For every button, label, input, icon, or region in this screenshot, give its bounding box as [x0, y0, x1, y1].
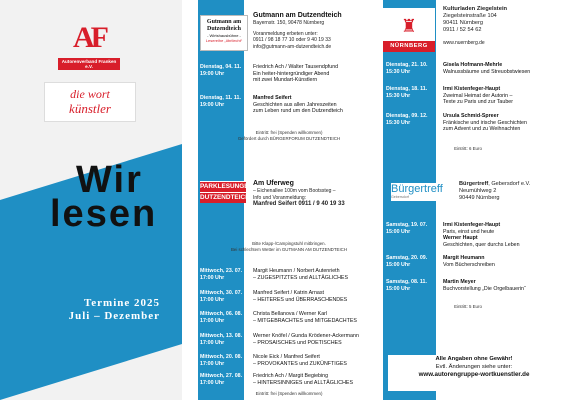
wortkuenstler-logo-top: die wort — [70, 87, 110, 101]
cover-title-line1: Wir — [76, 159, 143, 201]
event-entry — [383, 62, 565, 84]
event-entry — [383, 86, 565, 108]
venue-title: Am Uferweg — [253, 180, 294, 187]
event-date: Mittwoch, 30. 07. 17:00 Uhr — [200, 290, 243, 303]
event-entry — [186, 268, 378, 290]
event-text: Werner Knöfel / Gunda Krödener-Ackermann – PROSAISCHES und POETISCHES — [253, 333, 359, 346]
buerger-header — [459, 181, 563, 202]
event-text: Irmi Kistenfeger-Haupt Zweimal Heimat der Autorin – Texte zu Paris und zur Tauber — [443, 86, 513, 106]
park-note: Bitte Klapp-/Campingstuhl mitbringen. Bei schlechtem Wetter im GUTMANN AM DUTZENDTEICH — [230, 241, 348, 252]
venue-info: Info und Voranmeldung: — [253, 194, 307, 201]
buerger-note: Eintritt: 5 Euro — [454, 304, 482, 309]
disclaimer-line1: Alle Angaben ohne Gewähr! — [435, 356, 513, 362]
event-entry — [383, 113, 565, 135]
event-entry — [186, 311, 378, 333]
event-date: Dienstag, 18. 11. 15:30 Uhr — [386, 86, 428, 99]
autorenverband-logo — [58, 20, 120, 70]
autorenverband-logo-mark: AF — [73, 21, 105, 54]
event-text: Martin Meyer Buchvorstellung „Die Orgelbauerin“ — [443, 279, 526, 292]
event-text: Manfred Seifert Geschichten aus allen Jahreszeiten zum Leben rund um den Dutzendteich — [253, 95, 343, 115]
venue-address: Bayernstr. 150, 90478 Nürnberg — [253, 20, 325, 26]
venue-web: www.nuernberg.de — [443, 40, 485, 46]
gutmann-logo — [200, 15, 248, 51]
venue-street: Ziegelsteinstraße 104 — [443, 13, 497, 19]
venue-city: 90449 Nürnberg — [459, 195, 500, 201]
event-text: Ursula Schmid-Spreer Fränkische und irische Geschichten zum Advent und zu Weihnachten — [443, 113, 527, 133]
gutmann-logo-sub1: - Wirtshausbühne - — [207, 33, 241, 38]
nuernberg-logo-text: NÜRNBERG — [383, 41, 435, 52]
event-entry — [186, 64, 378, 86]
disclaimer-box — [388, 355, 560, 391]
venue-phone: 0911 / 52 54 62 — [443, 27, 482, 33]
right-column — [383, 0, 565, 400]
event-date: Dienstag, 11. 11. 19:00 Uhr — [200, 95, 241, 108]
event-text: Irmi Kistenfeger-Haupt Paris, einst und heute Werner Haupt Geschichten, quer durchs Leben — [443, 222, 520, 248]
venue-title: Bürgertreff, Gebersdorf e.V. — [459, 181, 531, 187]
event-date: Dienstag, 04. 11. 19:00 Uhr — [200, 64, 242, 77]
castle-icon: ♜ — [400, 16, 418, 36]
ziegel-header — [443, 6, 561, 47]
venue-email: info@gutmann-am-dutzendteich.de — [253, 43, 332, 50]
wortkuenstler-logo-bottom: künstler — [69, 101, 111, 116]
buergertreff-logo — [391, 183, 455, 201]
venue-city: 90411 Nürnberg — [443, 20, 484, 26]
gutmann-logo-title: Gutmann am Dutzendteich — [206, 19, 242, 32]
event-text: Margit Heumann / Norbert Autenrieth – ZUGESPITZTES und ALLTÄGLICHES — [253, 268, 348, 281]
cover-panel — [0, 0, 182, 400]
venue-phone: 0911 / 98 18 77 10 oder 9 40 19 33 — [253, 37, 331, 43]
event-text: Nicole Eick / Manfred Seifert – PROVOKANTES und ZUKÜNFTIGES — [253, 354, 347, 367]
disclaimer-line2: Evtl. Änderungen siehe unter: — [435, 364, 513, 370]
buergertreff-logo-sub: Gebersdorf — [391, 195, 409, 199]
event-date: Dienstag, 09. 12. 15:30 Uhr — [386, 113, 428, 126]
event-entry — [186, 290, 378, 312]
event-entry — [383, 222, 565, 248]
event-text: Margit Heumann Vom Bücherschreiben — [443, 255, 495, 268]
event-entry — [186, 333, 378, 355]
venue-street: Neumühlweg 2 — [459, 188, 497, 194]
event-date: Samstag, 08. 11. 15:00 Uhr — [386, 279, 427, 292]
venue-title: Gutmann am Dutzendteich — [253, 12, 342, 19]
cover-title-line2: lesen — [50, 193, 158, 235]
event-date: Mittwoch, 20. 08. 17:00 Uhr — [200, 354, 243, 367]
parklesungen-logo: PARKLESUNGEN DUTZENDTEICH — [200, 183, 254, 201]
cover-termine: Termine 2025 — [83, 297, 160, 309]
cover-period: Juli – Dezember — [68, 310, 160, 322]
wortkuenstler-logo — [44, 82, 136, 122]
event-entry — [383, 255, 565, 277]
autorenverband-logo-name: Autorenverband Franken e.V. — [58, 58, 120, 70]
event-date: Samstag, 19. 07. 15:00 Uhr — [386, 222, 428, 235]
event-entry — [383, 279, 565, 301]
ziegel-note: Eintritt: 6 Euro — [454, 146, 482, 151]
event-text: Manfred Seifert / Katrin Arnast – HEITERES und ÜBERRASCHENDES — [253, 290, 348, 303]
website-link[interactable]: www.autorengruppe-wortkuenstler.de — [418, 371, 530, 378]
event-date: Mittwoch, 27. 08. 17:00 Uhr — [200, 373, 243, 386]
event-date: Dienstag, 21. 10. 15:30 Uhr — [386, 62, 428, 75]
gutmann-logo-sub2: Lesereihe „übrilecht“ — [205, 38, 243, 43]
event-date: Samstag, 20. 09. 15:00 Uhr — [386, 255, 428, 268]
middle-column — [186, 0, 378, 400]
gutmann-note: Eintritt: frei (Spenden willkommen) Gefördert durch BÜRGERFORUM DUTZENDTEICH — [237, 130, 341, 141]
park-note-entry: Eintritt: frei (Spenden willkommen) — [255, 391, 323, 396]
event-text: Gisela Hofmann-Mehrle Walnussbäume und Streuobstwiesen — [443, 62, 531, 75]
event-date: Mittwoch, 23. 07. 17:00 Uhr — [200, 268, 243, 281]
gutmann-header — [253, 11, 377, 50]
venue-sub: – Eichenallee 100m vom Bootssteg – — [253, 188, 336, 194]
venue-reservation: Voranmeldung erbeten unter: — [253, 30, 318, 37]
event-text: Friedrich Ach / Margit Begiebing – HINTERSINNIGES und ALLTÄGLICHES — [253, 373, 353, 386]
event-date: Mittwoch, 06. 08. 17:00 Uhr — [200, 311, 243, 324]
event-text: Friedrich Ach / Walter Tausendpfund Ein heiter-hintergründiger Abend mit zwei Mundart-Künstlern — [253, 64, 339, 84]
venue-contact: Manfred Seifert 0911 / 9 40 19 33 — [253, 201, 345, 207]
park-header — [253, 179, 377, 208]
nuernberg-logo — [383, 8, 435, 52]
buergertreff-logo-name: Bürgertreff — [391, 183, 443, 195]
venue-title: Kulturladen Ziegelstein — [443, 6, 508, 12]
event-entry — [186, 95, 378, 117]
event-date: Mittwoch, 13. 08. 17:00 Uhr — [200, 333, 243, 346]
event-text: Christa Bellanova / Werner Karl – MITGEBRACHTES und MITGEDACHTES — [253, 311, 357, 324]
